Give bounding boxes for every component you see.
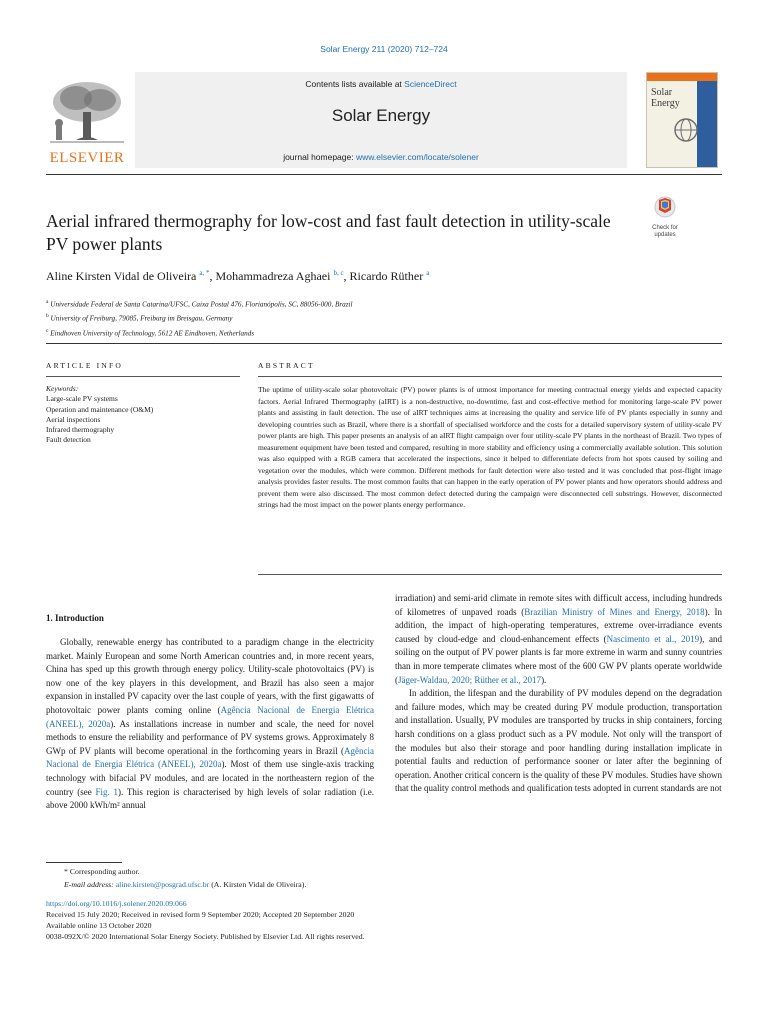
citation-link[interactable]: Agência Nacional de Energia Elétrica (ANEEL), 2020a <box>46 745 374 770</box>
affiliation-mark: b <box>46 313 49 320</box>
affiliation-text: University of Freiburg, 79085, Freiburg im Breisgau, Germany <box>50 314 233 323</box>
affiliation-text: Universidade Federal de Santa Catarina/UFSC, Caixa Postal 476, Florianópolis, SC, 88056-000, Brazil <box>50 300 353 309</box>
figure-link[interactable]: Fig. 1 <box>95 786 119 797</box>
copyright-notice: 0038-092X/© 2020 International Solar Energy Society. Published by Elsevier Ltd. All rights reserved. <box>46 932 365 941</box>
citation-link[interactable]: Nascimento et al., 2019 <box>606 633 700 644</box>
homepage-prefix: journal homepage: <box>283 152 356 162</box>
received-dates: Received 15 July 2020; Received in revised form 9 September 2020; Accepted 20 September 2020 <box>46 910 355 919</box>
elsevier-tree-icon <box>46 78 128 148</box>
homepage-line <box>135 152 627 162</box>
elsevier-wordmark: ELSEVIER <box>49 150 125 166</box>
keywords-label: Keywords: <box>46 384 79 393</box>
abstract-rule <box>258 376 722 377</box>
paper-title: Aerial infrared thermography for low-cost and fast fault detection in utility-scale PV power plants <box>46 211 611 254</box>
footnote-rule <box>46 862 122 863</box>
crossmark-icon <box>654 196 676 220</box>
cover-title-line-2: Energy <box>651 98 680 109</box>
affiliation-item <box>46 296 726 310</box>
abstract-text: The uptime of utility-scale solar photovoltaic (PV) power plants is of utmost importance for meeting contractual energy yields and expected capacity factors. Aerial Infrared Thermography (aIRT) is a non-destructive, no-downtime, fast and cost-effective method for monitoring large-scale PV power plants and assisting in fault detection. The use of aIRT techniques aims at increasing the quality and service life of PV plants especially in sunny and developing countries such as Brazil, where there is a shortfall of specialised workforce and the costs for a detailed supervisory system of utility-scale PV power plants are high. This paper presents an analysis of an aIRT flight campaign over four utility-scale PV plants in the northeast of Brazil. Two types of measurement equipment have been tested and compared, resulting in more stability and efficiency using a commercially available solution. This solution was also equipped with a RGB camera that accelerated the inspections, since it helped to differentiate defects from hot spots caused by soiling and vegetation over the modules, which were common. Different methods for fault detection were also tested and it was concluded that post-flight image analysis provides faster results. The most common faults that can happen in the early operation of PV power plants and how operators should address and prevent them were also discussed. The most common defect detected during the campaign were disconnected cell substrings. However, disconnected strings had the most impact on the power plants energy performance. <box>258 385 722 509</box>
body-text: ). <box>541 674 547 685</box>
keyword-item: Fault detection <box>46 435 91 445</box>
footnotes <box>46 865 726 891</box>
keyword-item: Infrared thermography <box>46 425 115 435</box>
affiliation-mark: a <box>46 299 49 305</box>
intro-paragraph: In addition, the lifespan and the durability of PV modules depend on the degradation and failure modes, which may be created during PV module production, transportation and installation. Usually, PV modules are transported by trucks in ship containers, forcing harsh conditions on a glass product such as a PV module. Not only will the transport of the modules but also their storage and poor handling during installation implicate in potential faults and reduction of performance sooner or later after the beginning of operation. Another critical concern is the quality of these PV modules. Studies have shown that the quality control methods and qualification tests adopted in current standards are not <box>395 688 723 794</box>
introduction-heading: 1. Introduction <box>46 613 104 623</box>
keywords-block <box>46 384 240 446</box>
author-list: Aline Kirsten Vidal de Oliveira $^{a, *}$, Mohammadreza Aghaei $^{b, c}$, Ricardo Rüther $^a$ <box>46 269 430 283</box>
keyword-item: Large-scale PV systems <box>46 394 118 404</box>
cover-globe-icon <box>673 117 699 143</box>
check-for-updates-badge[interactable] <box>643 196 687 240</box>
cover-top-bar <box>647 73 718 81</box>
body-text: ), and soiling on the output of PV power plants is far more extreme in warm and sunny countries than in more temperate climates where most of the 600 GW PV plants operate worldwide ( <box>395 633 722 685</box>
contents-prefix: Contents lists available at <box>305 79 405 89</box>
article-info-heading: ARTICLE INFO <box>46 361 123 370</box>
body-column-right <box>395 592 722 796</box>
section-divider <box>46 343 722 344</box>
journal-homepage-link[interactable]: www.elsevier.com/locate/solener <box>355 152 479 162</box>
body-column-left <box>46 636 374 813</box>
doi-link[interactable]: https://doi.org/10.1016/j.solener.2020.09.066 <box>46 899 187 908</box>
online-date: Available online 13 October 2020 <box>46 921 152 930</box>
body-text: ). In addition, the impact of high-operating temperatures, extreme over-irradiance events caused by cloud-edge and cloud-enhancement effects ( <box>395 606 722 644</box>
affiliation-text: Eindhoven University of Technology, 5612 AE Eindhoven, Netherlands <box>50 329 255 338</box>
keyword-item: Aerial inspections <box>46 414 101 424</box>
intro-paragraph <box>46 636 374 813</box>
corresponding-author-note: * Corresponding author. <box>64 867 140 876</box>
citation-link[interactable]: Agência Nacional de Energia Elétrica (ANEEL), 2020a <box>46 704 374 729</box>
abstract-heading: ABSTRACT <box>258 361 315 370</box>
check-for-label: Check for <box>652 225 678 231</box>
abstract-bottom-rule <box>258 574 722 575</box>
author-name[interactable]: Mohammadreza Aghaei <box>215 269 331 283</box>
keyword-item: Operation and maintenance (O&M) <box>46 404 154 414</box>
affiliation-item <box>46 310 726 324</box>
affiliation-mark: c <box>46 327 49 334</box>
body-text: ). This region is characterised by high levels of solar radiation (i.e. above 2000 kWh/m² annual <box>46 786 374 811</box>
journal-reference[interactable]: Solar Energy 211 (2020) 712–724 <box>320 44 448 54</box>
sciencedirect-link[interactable]: ScienceDirect <box>404 79 457 89</box>
article-info-rule <box>46 376 240 377</box>
author-name[interactable]: Ricardo Rüther <box>349 269 424 283</box>
author-affiliation-mark[interactable]: b, c <box>333 269 344 277</box>
body-text: Globally, renewable energy has contributed to a paradigm change in the electricity market. Mainly European and some North American countries and, in more recent years, China has sped up this growth through energy policy. Utility-scale photovoltaics (PV) is now one of the key players in this development, and Brazil has also seen a major expansion in installed PV capacity over the last couple of years, with the first gigawatts of photovoltaic power plants coming online ( <box>46 637 374 715</box>
email-note <box>46 878 726 891</box>
author-email-link[interactable]: aline.kirsten@posgrad.ufsc.br <box>115 880 210 889</box>
author-affiliation-mark[interactable]: a, * <box>199 269 210 277</box>
email-label: E-mail address: <box>64 880 116 889</box>
affiliation-item <box>46 325 726 339</box>
cover-side-panel <box>697 81 717 168</box>
journal-name: Solar Energy <box>331 106 431 125</box>
publication-info <box>46 898 726 942</box>
body-text: ). Most of them use single-axis tracking technology with bifacial PV modules, and are located in the northeastern region of the country (see <box>46 759 374 797</box>
cover-title-line-1: Solar <box>651 87 673 98</box>
intro-paragraph-continued <box>395 592 722 687</box>
author-affiliation-mark[interactable]: a <box>426 269 430 277</box>
body-text: irradiation) and semi-arid climate in remote sites with difficult access, including hundreds of kilometres of unpaved roads ( <box>395 593 722 617</box>
email-suffix: (A. Kirsten Vidal de Oliveira). <box>209 880 307 889</box>
affiliation-list <box>46 296 726 339</box>
citation-link[interactable]: Brazilian Ministry of Mines and Energy, 2018 <box>524 606 705 617</box>
updates-label: updates <box>654 232 676 238</box>
contents-line <box>135 79 627 89</box>
header-divider <box>46 174 722 175</box>
body-text: ). As installations increase in number and scale, the need for novel methods to ensure the reliability and performance of PV systems grows. Approximately 8 GWp of PV plants will become operational in the forthcoming years in Brazil ( <box>46 718 374 756</box>
citation-link[interactable]: Jäger-Waldau, 2020; Rüther et al., 2017 <box>398 674 542 685</box>
author-name[interactable]: Aline Kirsten Vidal de Oliveira <box>46 269 197 283</box>
journal-cover-thumbnail[interactable] <box>646 72 718 168</box>
